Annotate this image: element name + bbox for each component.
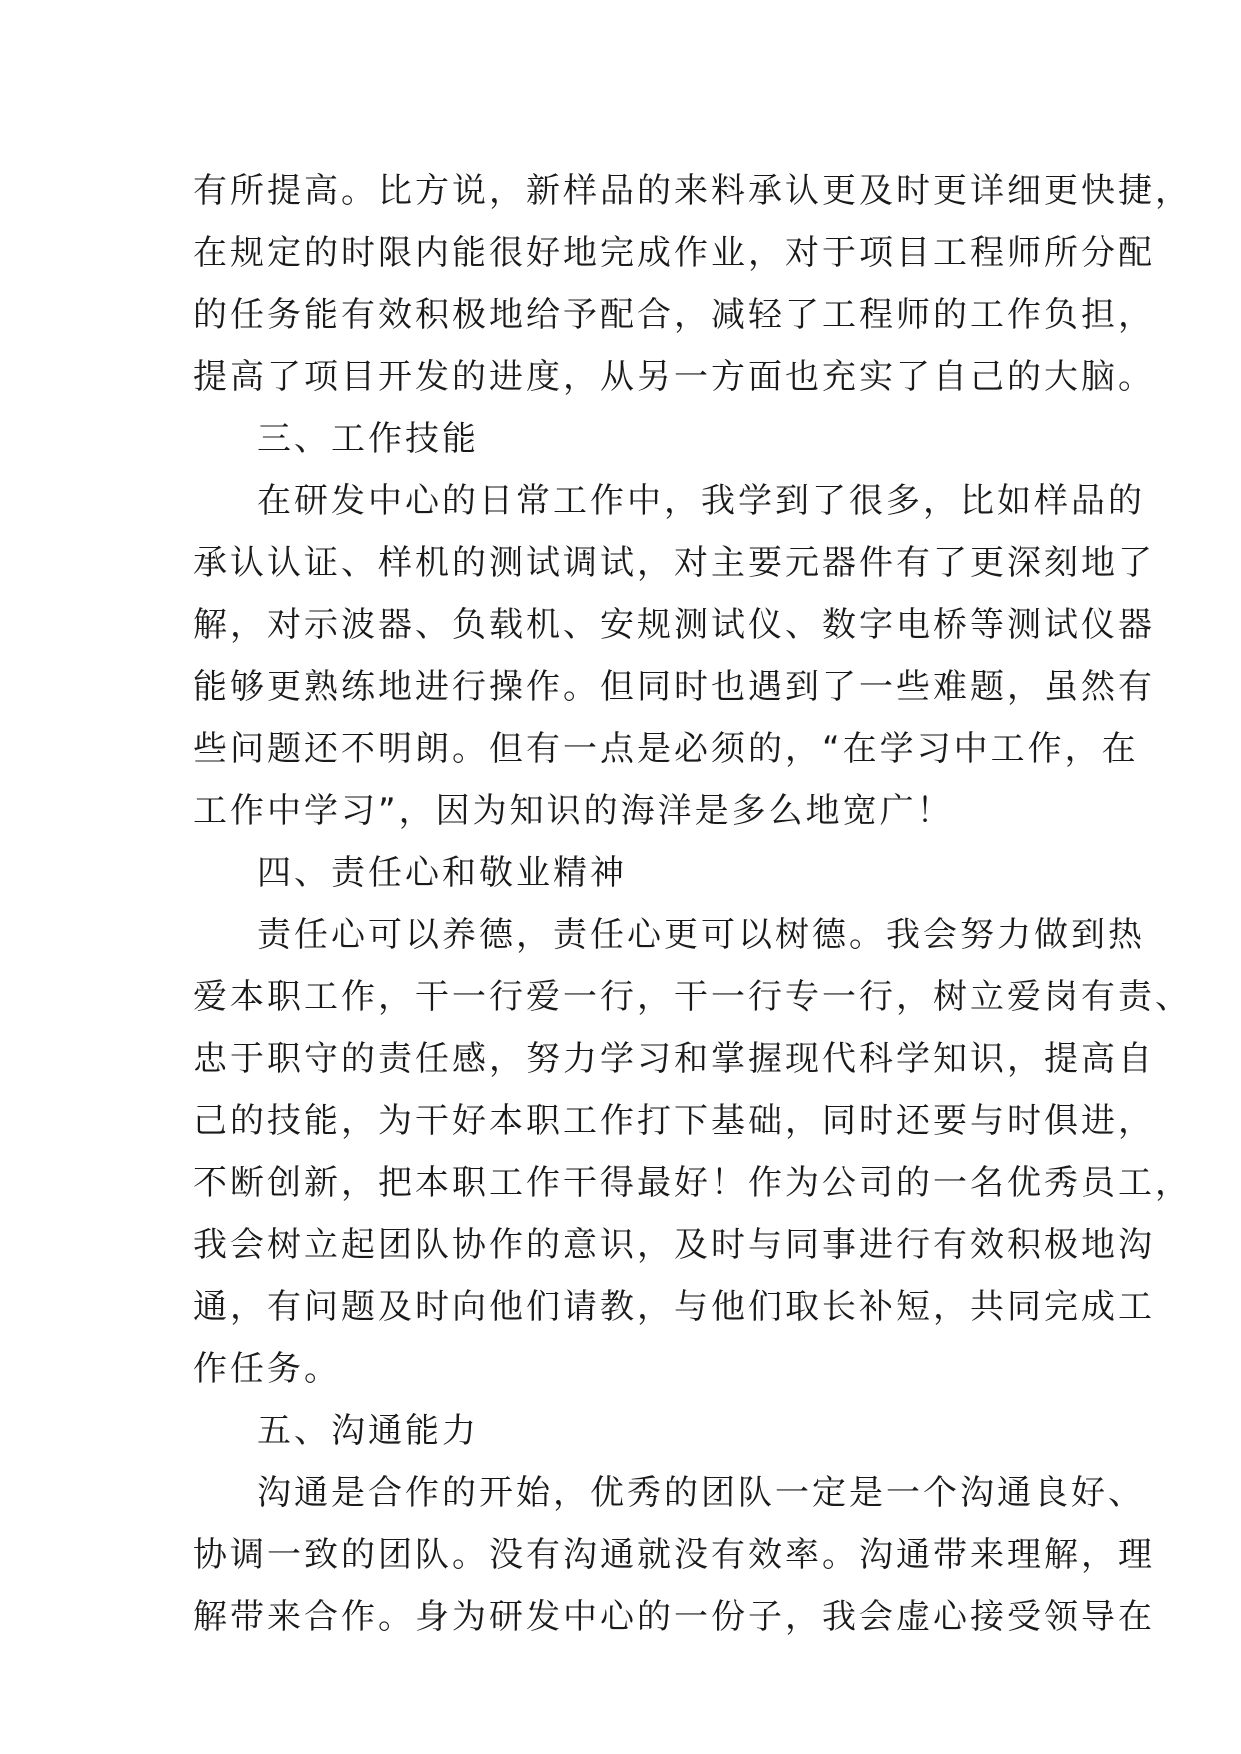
body-line: 我会树立起团队协作的意识，及时与同事进行有效积极地沟 bbox=[193, 1225, 1155, 1265]
body-line: 通，有问题及时向他们请教，与他们取长补短，共同完成工 bbox=[193, 1287, 1155, 1327]
document-body bbox=[193, 160, 1192, 1648]
body-line: 作任务。 bbox=[193, 1349, 341, 1389]
body-line: 些问题还不明朗。但有一点是必须的，“在学习中工作，在 bbox=[193, 729, 1139, 769]
section-heading: 三、工作技能 bbox=[257, 419, 479, 459]
paragraph-first-line: 沟通是合作的开始，优秀的团队一定是一个沟通良好、 bbox=[257, 1473, 1145, 1513]
body-line: 有所提高。比方说，新样品的来料承认更及时更详细更快捷， bbox=[193, 171, 1192, 211]
body-line: 提高了项目开发的进度，从另一方面也充实了自己的大脑。 bbox=[193, 357, 1155, 397]
body-line: 解带来合作。身为研发中心的一份子，我会虚心接受领导在 bbox=[193, 1597, 1155, 1637]
body-line: 的任务能有效积极地给予配合，减轻了工程师的工作负担， bbox=[193, 295, 1155, 335]
body-line: 忠于职守的责任感，努力学习和掌握现代科学知识，提高自 bbox=[193, 1039, 1155, 1079]
body-line: 能够更熟练地进行操作。但同时也遇到了一些难题，虽然有 bbox=[193, 667, 1155, 707]
body-line: 承认认证、样机的测试调试，对主要元器件有了更深刻地了 bbox=[193, 543, 1155, 583]
body-line: 在规定的时限内能很好地完成作业，对于项目工程师所分配 bbox=[193, 233, 1155, 273]
section-heading: 五、沟通能力 bbox=[257, 1411, 479, 1451]
body-line: 不断创新，把本职工作干得最好！作为公司的一名优秀员工， bbox=[193, 1163, 1192, 1203]
body-line: 协调一致的团队。没有沟通就没有效率。沟通带来理解，理 bbox=[193, 1535, 1155, 1575]
paragraph-first-line: 在研发中心的日常工作中，我学到了很多，比如样品的 bbox=[257, 481, 1145, 521]
section-heading: 四、责任心和敬业精神 bbox=[257, 853, 627, 893]
paragraph-first-line: 责任心可以养德，责任心更可以树德。我会努力做到热 bbox=[257, 915, 1145, 955]
body-line: 解，对示波器、负载机、安规测试仪、数字电桥等测试仪器 bbox=[193, 605, 1155, 645]
body-line: 工作中学习”，因为知识的海洋是多么地宽广！ bbox=[193, 791, 954, 831]
body-line: 己的技能，为干好本职工作打下基础，同时还要与时俱进， bbox=[193, 1101, 1155, 1141]
body-line: 爱本职工作，干一行爱一行，干一行专一行，树立爱岗有责、 bbox=[193, 977, 1192, 1017]
